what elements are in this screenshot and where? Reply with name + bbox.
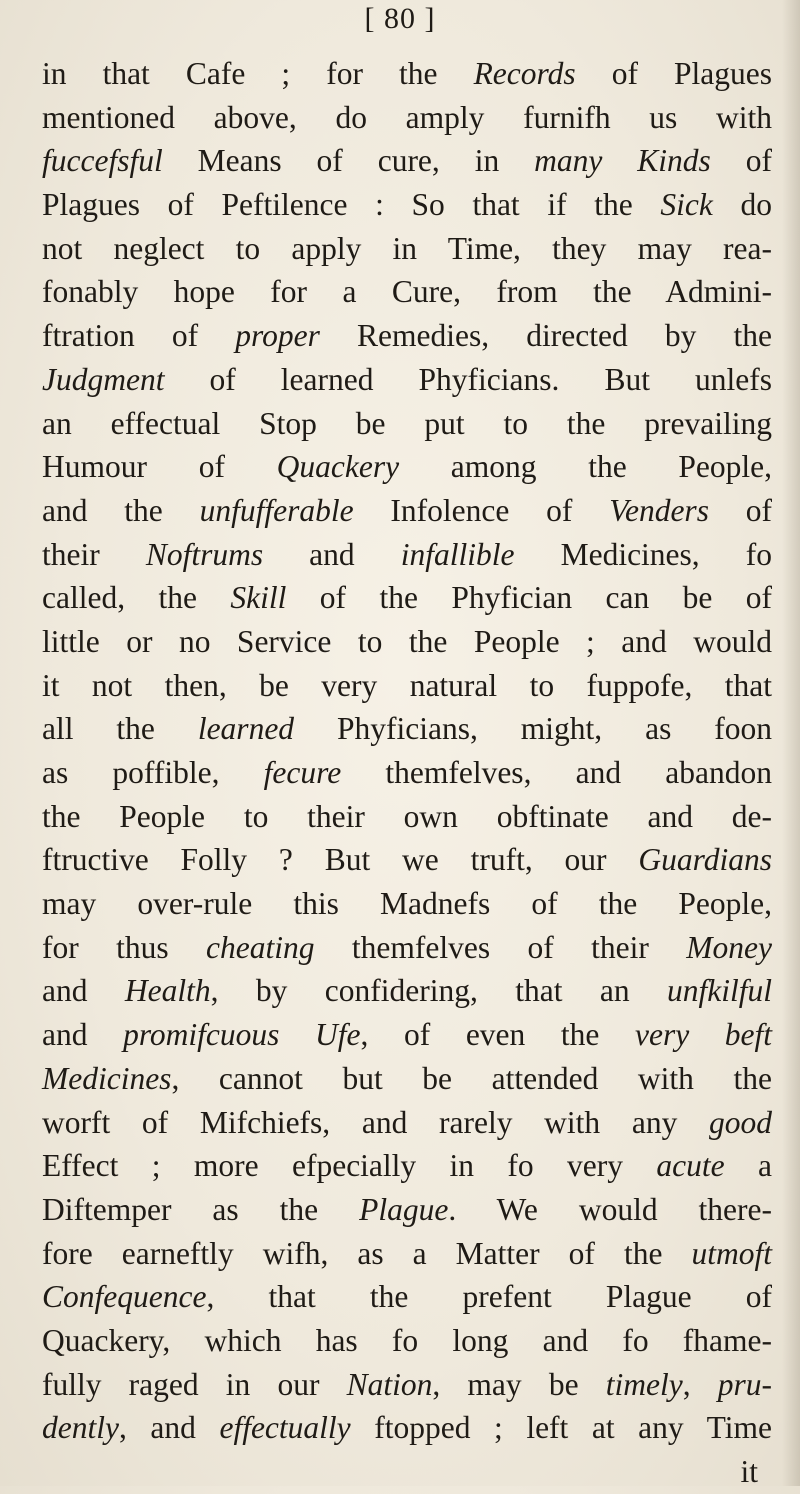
text-run: themfelves of their <box>314 929 687 965</box>
text-run: may over-rule this Madnefs of the People, <box>42 886 772 922</box>
text-line <box>42 576 772 620</box>
text-run: fore earneftly wifh, as a Matter of the <box>42 1235 692 1271</box>
text-run: and <box>263 536 401 572</box>
text-run: Diftemper as the <box>42 1191 360 1227</box>
italic-text: Money <box>686 929 772 965</box>
text-run: and <box>42 1017 124 1053</box>
text-run: fully raged in our <box>42 1366 347 1402</box>
text-run: Remedies, directed by the <box>319 318 772 354</box>
text-line <box>42 1406 772 1450</box>
italic-text: Sick <box>660 187 713 223</box>
text-line <box>42 1057 772 1101</box>
text-line <box>42 227 772 271</box>
text-run: Effect ; more efpecially in fo very <box>42 1148 657 1184</box>
text-run: mentioned above, do amply furnifh us with <box>42 99 772 135</box>
text-line <box>42 795 772 839</box>
text-line <box>42 751 772 795</box>
text-run: , that the prefent Plague of <box>206 1279 772 1315</box>
italic-text: fuccefsful <box>42 143 163 179</box>
text-line <box>42 1232 772 1276</box>
text-run: among the People, <box>399 449 773 485</box>
text-line <box>42 969 772 1013</box>
catchword: it <box>740 1454 758 1489</box>
text-line <box>42 882 772 926</box>
italic-text: proper <box>235 318 320 354</box>
text-run: Infolence of <box>353 492 610 528</box>
text-line <box>42 96 772 140</box>
italic-text: unfkilful <box>667 973 772 1009</box>
text-run: , of even the <box>360 1017 635 1053</box>
text-run: themfelves, and abandon <box>341 755 773 790</box>
italic-text: Records <box>473 56 576 91</box>
italic-text: unfufferable <box>199 492 354 528</box>
text-run: as poffible, <box>42 755 264 790</box>
italic-text: dently <box>42 1410 119 1446</box>
text-run: fonably hope for a Cure, from the Admini- <box>42 274 772 310</box>
text-line <box>42 664 772 708</box>
italic-text: learned <box>197 711 295 747</box>
text-run: in that Cafe ; for the <box>42 56 474 91</box>
text-line <box>42 489 772 533</box>
italic-text: timely <box>605 1366 683 1402</box>
text-line <box>42 183 772 227</box>
italic-text: Plague <box>359 1191 449 1227</box>
text-line <box>42 270 772 314</box>
text-run: do <box>712 187 772 223</box>
text-line <box>42 1363 772 1407</box>
text-run: . We would there- <box>448 1191 772 1227</box>
text-line <box>42 445 772 489</box>
italic-text: fecure <box>263 755 342 790</box>
text-run: ftructive Folly ? But we truft, our <box>42 842 639 878</box>
text-run: worft of Mifchiefs, and rarely with any <box>42 1104 709 1140</box>
italic-text: Confequence <box>42 1279 207 1315</box>
text-run: , and <box>118 1410 220 1446</box>
italic-text: Noftrums <box>145 536 264 572</box>
italic-text: Judgment <box>42 361 165 397</box>
text-line <box>42 620 772 664</box>
text-run: of <box>710 143 772 179</box>
text-run: not neglect to apply in Time, they may rea- <box>42 230 772 266</box>
text-run: Plagues of Peftilence : So that if the <box>42 187 661 223</box>
text-line <box>42 1013 772 1057</box>
italic-text: infallible <box>400 536 515 572</box>
italic-text: acute <box>656 1148 725 1184</box>
text-run: it not then, be very natural to fuppofe, that <box>42 667 772 703</box>
italic-text: good <box>709 1104 772 1140</box>
text-run: , cannot but be attended with the <box>171 1060 772 1096</box>
text-run: of learned Phyficians. But unlefs <box>164 361 772 397</box>
text-line <box>42 1144 772 1188</box>
text-run: ftration of <box>42 318 236 354</box>
text-run: their <box>42 536 146 572</box>
text-line <box>42 314 772 358</box>
text-run: little or no Service to the People ; and would <box>42 623 772 659</box>
text-run: and <box>42 973 125 1009</box>
italic-text: Venders <box>609 492 709 528</box>
text-line <box>42 358 772 402</box>
italic-text: Quackery <box>276 449 400 485</box>
text-run: , may be <box>432 1366 606 1402</box>
italic-text: promifcuous Ufe <box>123 1017 361 1053</box>
page-edge-shadow <box>782 0 800 1486</box>
italic-text: very beft <box>634 1017 773 1053</box>
italic-text: Skill <box>230 580 287 616</box>
text-line <box>42 533 772 577</box>
text-run: for thus <box>42 929 207 965</box>
text-run: Medicines, fo <box>514 536 772 572</box>
text-line <box>42 1101 772 1145</box>
text-line <box>42 838 772 882</box>
text-run: of <box>708 492 773 528</box>
text-line <box>42 1275 772 1319</box>
text-run: , by confidering, that an <box>210 973 667 1009</box>
text-run: of Plagues <box>575 56 772 91</box>
italic-text: Nation <box>346 1366 433 1402</box>
text-line <box>42 926 772 970</box>
text-run: Quackery, which has fo long and fo fhame- <box>42 1322 772 1358</box>
italic-text: cheating <box>206 929 315 965</box>
text-run: and the <box>42 492 200 528</box>
text-run: ftopped ; left at any Time <box>350 1410 773 1446</box>
text-line <box>42 1319 772 1363</box>
italic-text: effectually <box>219 1410 351 1446</box>
text-run: Phyficians, might, as foon <box>294 711 772 747</box>
text-run: all the <box>42 711 198 747</box>
text-line <box>42 52 772 96</box>
italic-text: Guardians <box>638 842 772 878</box>
body-text <box>42 52 772 1494</box>
text-run: an effectual Stop be put to the prevailing <box>42 405 772 441</box>
text-line <box>42 1188 772 1232</box>
text-line <box>42 707 772 751</box>
text-run: the People to their own obftinate and de- <box>42 798 772 834</box>
page-number: [ 80 ] <box>364 2 436 35</box>
italic-text: Medicines <box>42 1060 172 1096</box>
text-run: a <box>724 1148 772 1184</box>
text-run: Means of cure, in <box>162 143 535 179</box>
text-run: , <box>682 1366 718 1402</box>
text-run: of the Phyfician can be of <box>286 580 772 616</box>
italic-text: pru- <box>717 1366 773 1402</box>
italic-text: Health <box>124 973 211 1009</box>
text-line <box>42 139 772 183</box>
text-run: called, the <box>42 580 231 616</box>
text-run: Humour of <box>42 449 277 485</box>
italic-text: many Kinds <box>534 143 711 179</box>
text-line <box>42 402 772 446</box>
italic-text: utmoft <box>691 1235 772 1271</box>
